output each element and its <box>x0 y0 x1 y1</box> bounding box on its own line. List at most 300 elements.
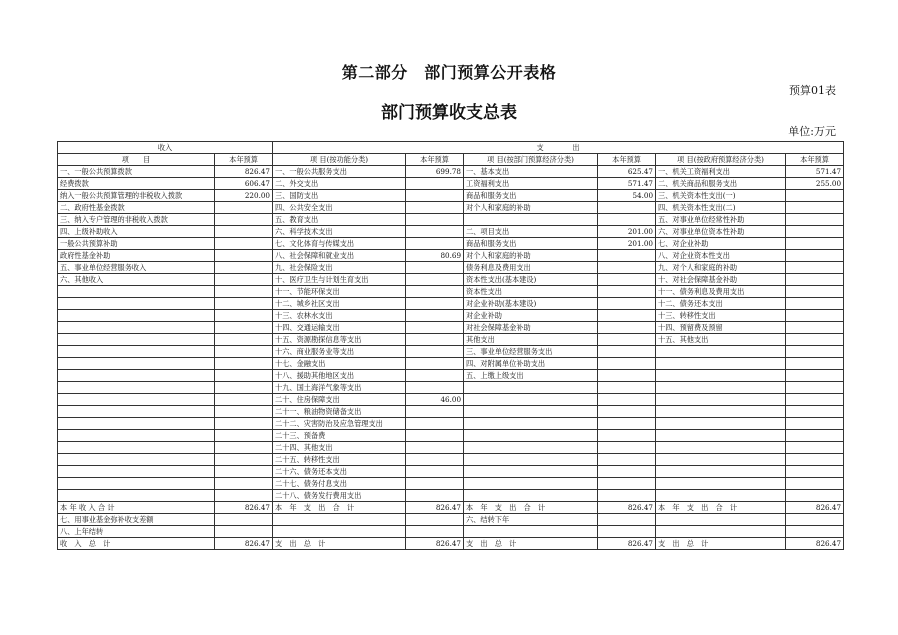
item-cell: 对个人和家庭的补助 <box>464 202 598 214</box>
item-cell <box>464 490 598 502</box>
amount-cell: 54.00 <box>598 190 656 202</box>
column-header: 项 目 <box>58 154 215 166</box>
item-cell: 支 出 总 计 <box>656 538 786 550</box>
amount-cell <box>215 262 273 274</box>
amount-cell: 826.47 <box>215 502 273 514</box>
amount-cell: 826.47 <box>598 538 656 550</box>
item-cell: 二十一、粮油物资储备支出 <box>273 406 406 418</box>
item-cell: 六、其他收入 <box>58 274 215 286</box>
amount-cell <box>598 418 656 430</box>
item-cell: 五、上缴上级支出 <box>464 370 598 382</box>
amount-cell <box>598 322 656 334</box>
item-cell: 十一、节能环保支出 <box>273 286 406 298</box>
amount-cell <box>786 418 844 430</box>
amount-cell <box>406 202 464 214</box>
item-cell: 十九、国土海洋气象等支出 <box>273 382 406 394</box>
item-cell: 二、政府性基金拨款 <box>58 202 215 214</box>
item-cell: 二十八、债务发行费用支出 <box>273 490 406 502</box>
amount-cell <box>786 262 844 274</box>
table-row <box>58 250 844 262</box>
amount-cell <box>406 298 464 310</box>
item-cell <box>58 358 215 370</box>
table-row <box>58 226 844 238</box>
item-cell <box>464 430 598 442</box>
amount-cell <box>786 202 844 214</box>
table-row <box>58 526 844 538</box>
amount-cell <box>786 190 844 202</box>
amount-cell <box>786 490 844 502</box>
table-row <box>58 322 844 334</box>
part-title: 第二部分 部门预算公开表格 <box>341 63 557 82</box>
income-section-header: 收入 <box>58 142 273 154</box>
amount-cell <box>786 430 844 442</box>
amount-cell: 625.47 <box>598 166 656 178</box>
item-cell: 十三、农林水支出 <box>273 310 406 322</box>
item-cell: 一、机关工资福利支出 <box>656 166 786 178</box>
item-cell: 十四、交通运输支出 <box>273 322 406 334</box>
amount-cell: 699.78 <box>406 166 464 178</box>
page-title: 部门预算收支总表 <box>381 103 517 123</box>
amount-cell: 826.47 <box>786 538 844 550</box>
amount-cell <box>598 286 656 298</box>
item-cell <box>58 394 215 406</box>
table-row <box>58 346 844 358</box>
item-cell: 八、上年结转 <box>58 526 215 538</box>
amount-cell <box>215 250 273 262</box>
budget-summary-table <box>57 141 844 550</box>
amount-cell: 826.47 <box>215 538 273 550</box>
item-cell: 债务利息及费用支出 <box>464 262 598 274</box>
table-row <box>58 358 844 370</box>
item-cell: 三、机关资本性支出(一) <box>656 190 786 202</box>
amount-cell <box>598 358 656 370</box>
item-cell <box>656 478 786 490</box>
amount-cell <box>406 514 464 526</box>
item-cell: 二十五、转移性支出 <box>273 454 406 466</box>
amount-cell <box>215 370 273 382</box>
amount-cell <box>786 382 844 394</box>
amount-cell <box>215 430 273 442</box>
item-cell <box>273 526 406 538</box>
item-cell <box>58 478 215 490</box>
amount-cell <box>598 490 656 502</box>
item-cell: 十、对社会保障基金补助 <box>656 274 786 286</box>
amount-cell <box>215 286 273 298</box>
item-cell: 五、事业单位经营服务收入 <box>58 262 215 274</box>
item-cell: 二十七、债务付息支出 <box>273 478 406 490</box>
item-cell: 十五、资源勘探信息等支出 <box>273 334 406 346</box>
amount-cell <box>598 370 656 382</box>
item-cell: 十五、其他支出 <box>656 334 786 346</box>
item-cell <box>464 394 598 406</box>
amount-cell: 826.47 <box>786 502 844 514</box>
amount-cell <box>215 298 273 310</box>
item-cell <box>464 526 598 538</box>
item-cell: 二十四、其他支出 <box>273 442 406 454</box>
amount-cell <box>786 214 844 226</box>
amount-cell <box>598 394 656 406</box>
amount-cell <box>406 478 464 490</box>
amount-cell <box>786 406 844 418</box>
item-cell <box>656 394 786 406</box>
item-cell: 一、基本支出 <box>464 166 598 178</box>
item-cell <box>464 418 598 430</box>
amount-cell <box>786 334 844 346</box>
amount-cell <box>215 526 273 538</box>
table-row <box>58 394 844 406</box>
amount-cell <box>406 406 464 418</box>
amount-cell <box>215 346 273 358</box>
item-cell <box>656 442 786 454</box>
item-cell: 十一、债务利息及费用支出 <box>656 286 786 298</box>
table-row <box>58 238 844 250</box>
amount-cell <box>598 430 656 442</box>
table-row <box>58 466 844 478</box>
item-cell: 七、用事业基金弥补收支差额 <box>58 514 215 526</box>
column-header: 项 目(按政府预算经济分类) <box>656 154 786 166</box>
item-cell <box>656 526 786 538</box>
amount-cell: 46.00 <box>406 394 464 406</box>
item-cell <box>58 442 215 454</box>
amount-cell <box>215 418 273 430</box>
amount-cell <box>786 442 844 454</box>
item-cell <box>58 406 215 418</box>
amount-cell <box>598 274 656 286</box>
amount-cell <box>786 274 844 286</box>
item-cell <box>656 370 786 382</box>
item-cell: 二十二、灾害防治及应急管理支出 <box>273 418 406 430</box>
amount-cell <box>598 310 656 322</box>
item-cell <box>656 490 786 502</box>
amount-cell <box>786 370 844 382</box>
item-cell: 资本性支出 <box>464 286 598 298</box>
item-cell: 对企业补助(基本建设) <box>464 298 598 310</box>
amount-cell <box>786 250 844 262</box>
table-row <box>58 274 844 286</box>
item-cell <box>58 382 215 394</box>
item-cell: 对企业补助 <box>464 310 598 322</box>
amount-cell <box>406 526 464 538</box>
item-cell: 政府性基金补助 <box>58 250 215 262</box>
item-cell: 本 年 支 出 合 计 <box>273 502 406 514</box>
amount-cell <box>406 358 464 370</box>
item-cell: 经费拨款 <box>58 178 215 190</box>
table-row <box>58 298 844 310</box>
table-row <box>58 286 844 298</box>
item-cell: 十七、金融支出 <box>273 358 406 370</box>
item-cell <box>656 346 786 358</box>
item-cell <box>58 286 215 298</box>
item-cell <box>58 430 215 442</box>
item-cell <box>464 478 598 490</box>
amount-cell <box>215 310 273 322</box>
table-row <box>58 502 844 514</box>
amount-cell <box>215 442 273 454</box>
item-cell <box>656 418 786 430</box>
table-row <box>58 202 844 214</box>
unit-label: 单位:万元 <box>788 125 836 138</box>
item-cell: 三、国防支出 <box>273 190 406 202</box>
amount-cell: 606.47 <box>215 178 273 190</box>
column-header: 本年预算 <box>406 154 464 166</box>
item-cell: 工资福利支出 <box>464 178 598 190</box>
column-header: 项 目(按部门预算经济分类) <box>464 154 598 166</box>
item-cell: 商品和服务支出 <box>464 190 598 202</box>
amount-cell <box>598 214 656 226</box>
item-cell: 一、一般公共服务支出 <box>273 166 406 178</box>
item-cell: 四、公共安全支出 <box>273 202 406 214</box>
item-cell: 十、医疗卫生与计划生育支出 <box>273 274 406 286</box>
item-cell: 十八、援助其他地区支出 <box>273 370 406 382</box>
item-cell: 本 年 支 出 合 计 <box>656 502 786 514</box>
amount-cell <box>598 466 656 478</box>
item-cell: 十四、预留费及预留 <box>656 322 786 334</box>
item-cell: 四、上级补助收入 <box>58 226 215 238</box>
amount-cell: 826.47 <box>215 166 273 178</box>
amount-cell <box>598 382 656 394</box>
item-cell: 其他支出 <box>464 334 598 346</box>
item-cell <box>464 442 598 454</box>
amount-cell <box>598 334 656 346</box>
table-row <box>58 442 844 454</box>
item-cell: 五、教育支出 <box>273 214 406 226</box>
table-row <box>58 490 844 502</box>
amount-cell <box>215 214 273 226</box>
amount-cell <box>215 322 273 334</box>
item-cell: 十六、商业服务业等支出 <box>273 346 406 358</box>
amount-cell <box>598 478 656 490</box>
table-row <box>58 214 844 226</box>
item-cell: 纳入一般公共预算管理的非税收入拨款 <box>58 190 215 202</box>
amount-cell: 826.47 <box>406 502 464 514</box>
amount-cell: 826.47 <box>598 502 656 514</box>
item-cell <box>656 430 786 442</box>
item-cell: 三、纳入专户管理的非税收入拨款 <box>58 214 215 226</box>
amount-cell <box>786 298 844 310</box>
amount-cell <box>215 478 273 490</box>
item-cell <box>58 466 215 478</box>
amount-cell <box>406 382 464 394</box>
amount-cell <box>406 310 464 322</box>
item-cell <box>58 298 215 310</box>
amount-cell <box>406 214 464 226</box>
amount-cell <box>406 262 464 274</box>
amount-cell: 201.00 <box>598 226 656 238</box>
table-row <box>58 262 844 274</box>
table-row <box>58 454 844 466</box>
amount-cell <box>406 370 464 382</box>
amount-cell <box>215 382 273 394</box>
item-cell: 二十六、债务还本支出 <box>273 466 406 478</box>
item-cell: 八、社会保障和就业支出 <box>273 250 406 262</box>
item-cell: 十三、转移性支出 <box>656 310 786 322</box>
amount-cell <box>598 454 656 466</box>
amount-cell <box>786 466 844 478</box>
amount-cell <box>406 346 464 358</box>
form-number: 预算01表 <box>789 84 836 97</box>
amount-cell <box>786 322 844 334</box>
item-cell: 二十三、预备费 <box>273 430 406 442</box>
amount-cell <box>786 514 844 526</box>
section-header-row <box>58 142 844 154</box>
amount-cell: 571.47 <box>598 178 656 190</box>
item-cell <box>58 370 215 382</box>
item-cell: 六、对事业单位资本性补助 <box>656 226 786 238</box>
amount-cell <box>406 178 464 190</box>
item-cell: 四、机关资本性支出(二) <box>656 202 786 214</box>
item-cell <box>58 322 215 334</box>
amount-cell <box>598 406 656 418</box>
item-cell: 九、社会保险支出 <box>273 262 406 274</box>
item-cell: 二、项目支出 <box>464 226 598 238</box>
amount-cell <box>598 442 656 454</box>
item-cell: 一般公共预算补助 <box>58 238 215 250</box>
table-row <box>58 190 844 202</box>
amount-cell <box>215 274 273 286</box>
item-cell: 四、对附属单位补助支出 <box>464 358 598 370</box>
item-cell: 十二、债务还本支出 <box>656 298 786 310</box>
amount-cell <box>215 406 273 418</box>
expense-section-header: 支 出 <box>273 142 844 154</box>
table-row <box>58 406 844 418</box>
table-row <box>58 334 844 346</box>
amount-cell <box>215 514 273 526</box>
item-cell: 六、科学技术支出 <box>273 226 406 238</box>
item-cell: 一、一般公共预算拨款 <box>58 166 215 178</box>
amount-cell <box>215 334 273 346</box>
item-cell <box>464 454 598 466</box>
amount-cell <box>786 310 844 322</box>
column-header-row <box>58 154 844 166</box>
amount-cell <box>598 262 656 274</box>
item-cell: 本 年 支 出 合 计 <box>464 502 598 514</box>
amount-cell <box>215 490 273 502</box>
item-cell: 支 出 总 计 <box>273 538 406 550</box>
amount-cell <box>406 490 464 502</box>
amount-cell <box>598 346 656 358</box>
amount-cell <box>786 526 844 538</box>
amount-cell <box>598 298 656 310</box>
amount-cell <box>406 190 464 202</box>
item-cell <box>58 334 215 346</box>
amount-cell <box>786 478 844 490</box>
item-cell <box>58 418 215 430</box>
table-row <box>58 370 844 382</box>
amount-cell <box>215 394 273 406</box>
amount-cell <box>786 394 844 406</box>
amount-cell: 201.00 <box>598 238 656 250</box>
item-cell: 商品和服务支出 <box>464 238 598 250</box>
table-row <box>58 166 844 178</box>
amount-cell <box>598 526 656 538</box>
amount-cell <box>406 226 464 238</box>
amount-cell <box>786 358 844 370</box>
item-cell <box>656 358 786 370</box>
item-cell <box>464 466 598 478</box>
amount-cell <box>215 226 273 238</box>
amount-cell <box>786 226 844 238</box>
item-cell <box>656 454 786 466</box>
item-cell: 五、对事业单位经常性补助 <box>656 214 786 226</box>
table-row <box>58 514 844 526</box>
amount-cell <box>598 202 656 214</box>
item-cell <box>464 406 598 418</box>
amount-cell <box>215 454 273 466</box>
item-cell: 收 入 总 计 <box>58 538 215 550</box>
item-cell <box>58 310 215 322</box>
table-row <box>58 538 844 550</box>
amount-cell <box>406 286 464 298</box>
column-header: 本年预算 <box>786 154 844 166</box>
item-cell <box>464 214 598 226</box>
item-cell: 九、对个人和家庭的补助 <box>656 262 786 274</box>
item-cell: 支 出 总 计 <box>464 538 598 550</box>
amount-cell <box>406 430 464 442</box>
item-cell: 六、结转下年 <box>464 514 598 526</box>
amount-cell <box>786 238 844 250</box>
item-cell: 二十、住房保障支出 <box>273 394 406 406</box>
amount-cell <box>406 418 464 430</box>
item-cell: 资本性支出(基本建设) <box>464 274 598 286</box>
amount-cell <box>786 346 844 358</box>
amount-cell: 80.69 <box>406 250 464 262</box>
table-row <box>58 382 844 394</box>
amount-cell <box>406 334 464 346</box>
amount-cell <box>786 286 844 298</box>
amount-cell <box>406 454 464 466</box>
item-cell: 三、事业单位经营服务支出 <box>464 346 598 358</box>
amount-cell <box>786 454 844 466</box>
amount-cell <box>406 466 464 478</box>
item-cell: 七、文化体育与传媒支出 <box>273 238 406 250</box>
table-row <box>58 430 844 442</box>
amount-cell: 571.47 <box>786 166 844 178</box>
amount-cell <box>598 514 656 526</box>
item-cell: 七、对企业补助 <box>656 238 786 250</box>
item-cell: 二、外交支出 <box>273 178 406 190</box>
amount-cell <box>215 202 273 214</box>
item-cell: 八、对企业资本性支出 <box>656 250 786 262</box>
amount-cell: 826.47 <box>406 538 464 550</box>
item-cell: 本 年 收 入 合 计 <box>58 502 215 514</box>
amount-cell <box>598 250 656 262</box>
item-cell <box>464 382 598 394</box>
amount-cell <box>406 238 464 250</box>
item-cell <box>58 454 215 466</box>
table-row <box>58 418 844 430</box>
amount-cell <box>215 358 273 370</box>
amount-cell <box>215 466 273 478</box>
amount-cell <box>406 322 464 334</box>
column-header: 本年预算 <box>215 154 273 166</box>
amount-cell: 255.00 <box>786 178 844 190</box>
table-row <box>58 178 844 190</box>
item-cell <box>58 346 215 358</box>
amount-cell: 220.00 <box>215 190 273 202</box>
item-cell <box>656 466 786 478</box>
item-cell: 对个人和家庭的补助 <box>464 250 598 262</box>
item-cell: 十二、城乡社区支出 <box>273 298 406 310</box>
item-cell: 对社会保障基金补助 <box>464 322 598 334</box>
item-cell <box>656 514 786 526</box>
column-header: 本年预算 <box>598 154 656 166</box>
item-cell <box>273 514 406 526</box>
amount-cell <box>406 442 464 454</box>
item-cell: 二、机关商品和服务支出 <box>656 178 786 190</box>
amount-cell <box>215 238 273 250</box>
amount-cell <box>406 274 464 286</box>
item-cell <box>656 382 786 394</box>
